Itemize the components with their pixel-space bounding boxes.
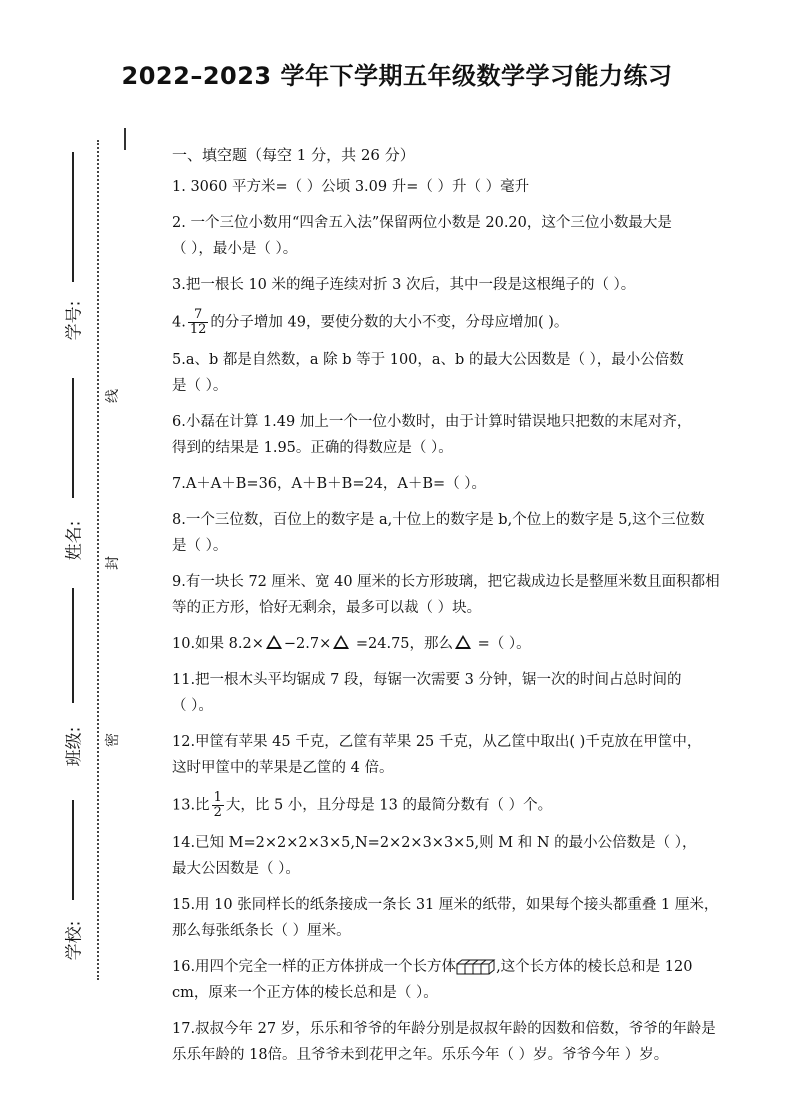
question-5-line-2: 是（ ）。 [172,378,228,394]
section-title: 一、填空题（每空 1 分，共 26 分） [172,146,415,164]
question-4 [172,308,772,337]
question-10-part-a: 10.如果 8.2× [172,636,264,652]
question-1 [172,174,772,200]
question-6-line-1: 6.小磊在计算 1.49 加上一个一位小数时，由于计算时错误地只把数的末尾对齐， [172,414,692,430]
fold-char-seal: 封 [105,556,121,570]
question-10-text [172,631,772,657]
school-label: 学校: [64,920,85,961]
question-9-line-1: 9.有一块长 72 厘米、宽 40 厘米的长方形玻璃，把它裁成边长是整厘米数且面积都相 [172,574,720,590]
question-2 [172,210,772,262]
question-13-text [172,791,772,820]
question-14 [172,830,772,882]
fold-char-secret: 密 [105,733,121,747]
question-10 [172,631,772,657]
triangle-icon [266,635,282,649]
class-label: 班级: [64,726,85,767]
question-10-part-d: =（ ）。 [473,636,531,652]
question-2-line-2: （ ），最小是（ ）。 [172,241,298,257]
question-3-text: 3.把一根长 10 米的绳子连续对折 3 次后，其中一段是这根绳子的（ ）。 [172,277,636,293]
name-label: 姓名: [64,520,85,561]
fold-line-top-tick [124,128,126,150]
student-id-line [72,152,74,282]
student-id-label: 学号: [64,300,85,341]
triangle-icon [333,635,349,649]
cuboid-of-cubes-icon [456,959,496,975]
question-16-suffix: ,这个长方体的棱长总和是 120 [496,959,693,975]
name-line [72,378,74,498]
question-17-line-1: 17.叔叔今年 27 岁，乐乐和爷爷的年龄分别是叔叔年龄的因数和倍数，爷爷的年龄是 [172,1021,716,1037]
fraction-numerator: 1 [213,790,222,805]
fold-line [97,140,99,980]
question-7-text: 7.A＋A＋B=36，A＋B＋B=24，A＋B=（ ）。 [172,476,487,492]
question-17-line-2: 乐乐年龄的 18倍。且爷爷未到花甲之年。乐乐今年（ ）岁。爷爷今年 ）岁。 [172,1047,669,1063]
question-5-line-1: 5.a、b 都是自然数，a 除 b 等于 100，a、b 的最大公因数是（ ），最小公倍数 [172,352,684,368]
question-8-line-1: 8.一个三位数，百位上的数字是 a,十位上的数字是 b,个位上的数字是 5,这个三位数 [172,512,705,528]
question-5 [172,347,772,399]
question-1-text: 1. 3060 平方米=（ ）公顷 3.09 升=（ ）升（ ）毫升 [172,179,530,195]
question-16-prefix: 16.用四个完全一样的正方体拼成一个长方体 [172,959,457,975]
question-4-text [172,308,772,337]
fraction-denominator: 2 [213,805,222,820]
question-7 [172,471,772,497]
fraction-7-12 [188,308,209,337]
question-13-prefix: 13.比 [172,797,210,814]
question-12 [172,729,772,781]
question-10-part-b: −2.7× [283,636,332,652]
class-line [72,588,74,703]
question-8 [172,507,772,559]
question-4-prefix: 4. [172,314,186,331]
question-15-line-2: 那么每张纸条长（ ）厘米。 [172,923,351,939]
triangle-icon [455,635,471,649]
question-13 [172,791,772,820]
question-11 [172,667,772,719]
fraction-denominator: 12 [189,322,207,337]
question-section [172,142,772,1078]
question-16-line-1 [172,954,772,980]
question-3 [172,272,772,298]
question-12-line-1: 12.甲筐有苹果 45 千克，乙筐有苹果 25 千克，从乙筐中取出( )千克放在甲筐中， [172,734,702,750]
question-15-line-1: 15.用 10 张同样长的纸条接成一条长 31 厘米的纸带，如果每个接头都重叠 1 厘米， [172,897,719,913]
question-11-line-2: （ ）。 [172,698,213,714]
question-13-suffix: 大，比 5 小，且分母是 13 的最简分数有（ ）个。 [225,797,553,814]
question-15 [172,892,772,944]
question-16 [172,954,772,1006]
page-title: 2022–2023 学年下学期五年级数学学习能力练习 [121,62,673,90]
question-14-line-2: 最大公因数是（ ）。 [172,861,300,877]
question-12-line-2: 这时甲筐中的苹果是乙筐的 4 倍。 [172,760,394,776]
question-8-line-2: 是（ ）。 [172,538,228,554]
question-10-part-c: =24.75，那么 [351,636,454,652]
fold-char-line: 线 [105,389,121,403]
question-16-line-2: cm，原来一个正方体的棱长总和是（ ）。 [172,985,438,1001]
question-6 [172,409,772,461]
fraction-1-2 [212,791,224,820]
question-6-line-2: 得到的结果是 1.95。正确的得数应是（ ）。 [172,440,453,456]
fraction-numerator: 7 [188,308,209,323]
question-2-line-1: 2. 一个三位小数用“四舍五入法”保留两位小数是 20.20，这个三位小数最大是 [172,215,672,231]
question-14-line-1: 14.已知 M=2×2×2×3×5,N=2×2×3×3×5,则 M 和 N 的最小公倍数是（ ）， [172,835,697,851]
question-9-line-2: 等的正方形，恰好无剩余，最多可以裁（ ）块。 [172,600,482,616]
school-line [72,800,74,900]
question-9 [172,569,772,621]
question-4-suffix: 的分子增加 49，要使分数的大小不变，分母应增加( )。 [210,314,569,331]
question-11-line-1: 11.把一根木头平均锯成 7 段，每锯一次需要 3 分钟，锯一次的时间占总时间的 [172,672,682,688]
question-17 [172,1016,772,1068]
